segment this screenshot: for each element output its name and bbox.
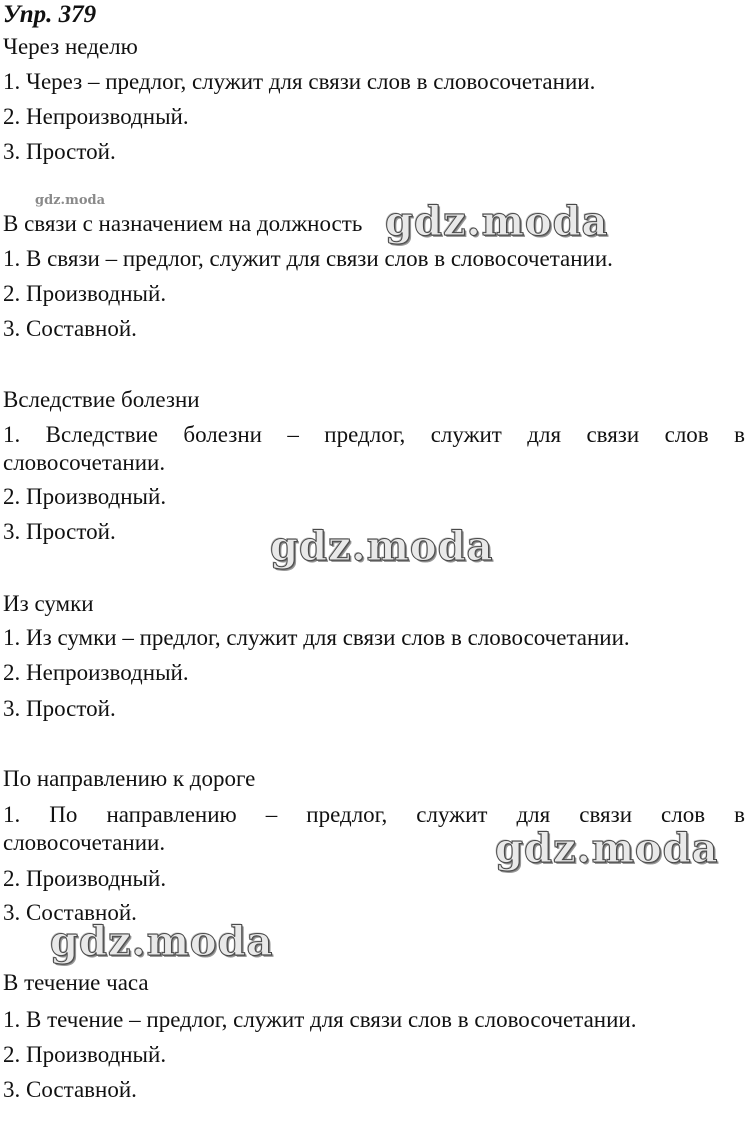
justified-line [3, 421, 745, 449]
section-line: 2. Производный. [3, 281, 167, 306]
section-line: 3. Составной. [3, 900, 137, 925]
word: в [734, 422, 745, 447]
section-line: словосочетании. [3, 830, 166, 855]
word: для [516, 802, 551, 827]
word: 1. [3, 422, 21, 447]
section-heading: Через неделю [3, 34, 138, 59]
exercise-title: Упр. 379 [3, 1, 97, 28]
section-line: словосочетании. [3, 450, 166, 475]
section-heading: Из сумки [3, 591, 94, 616]
word: для [527, 422, 562, 447]
section-line: 3. Простой. [3, 696, 116, 721]
section-line: 2. Непроизводный. [3, 104, 189, 129]
word: связи [579, 802, 633, 827]
watermark-logo: gdz.moda [35, 193, 106, 208]
word: предлог, [306, 802, 388, 827]
section-line: 3. Простой. [3, 519, 116, 544]
section-line: 1. В связи – предлог, служит для связи слов в словосочетании. [3, 246, 613, 271]
word: служит [416, 802, 488, 827]
section-line: 3. Простой. [3, 139, 116, 164]
word: служит [430, 422, 502, 447]
section-line: 2. Производный. [3, 484, 167, 509]
section-line: 2. Производный. [3, 1042, 167, 1067]
section-heading: В связи с назначением на должность [3, 211, 363, 236]
section-line: 3. Составной. [3, 316, 137, 341]
word: слов [664, 422, 709, 447]
watermark-logo: gdz.moda [270, 523, 494, 570]
section-heading: По направлению к дороге [3, 766, 256, 791]
section-line: 1. Через – предлог, служит для связи слов в словосочетании. [3, 69, 596, 94]
watermark-logo: gdz.moda [50, 918, 274, 965]
word: По [49, 802, 78, 827]
word: в [734, 802, 745, 827]
word: Вследствие [45, 422, 158, 447]
section-line: 1. Из сумки – предлог, служит для связи слов в словосочетании. [3, 625, 630, 650]
word: болезни [183, 422, 262, 447]
section-heading: Вследствие болезни [3, 387, 200, 412]
word: 1. [3, 802, 21, 827]
word: – [287, 422, 299, 447]
word: направлению [106, 802, 237, 827]
word: слов [661, 802, 706, 827]
word: – [265, 802, 278, 827]
word: связи [586, 422, 640, 447]
watermark-logo: gdz.moda [385, 198, 609, 245]
word: предлог, [324, 422, 406, 447]
watermark-logo: gdz.moda [495, 825, 719, 872]
section-line: 2. Производный. [3, 866, 167, 891]
section-line: 2. Непроизводный. [3, 660, 189, 685]
section-line: 3. Составной. [3, 1077, 137, 1102]
section-line: 1. В течение – предлог, служит для связи слов в словосочетании. [3, 1007, 637, 1032]
section-heading: В течение часа [3, 970, 149, 995]
